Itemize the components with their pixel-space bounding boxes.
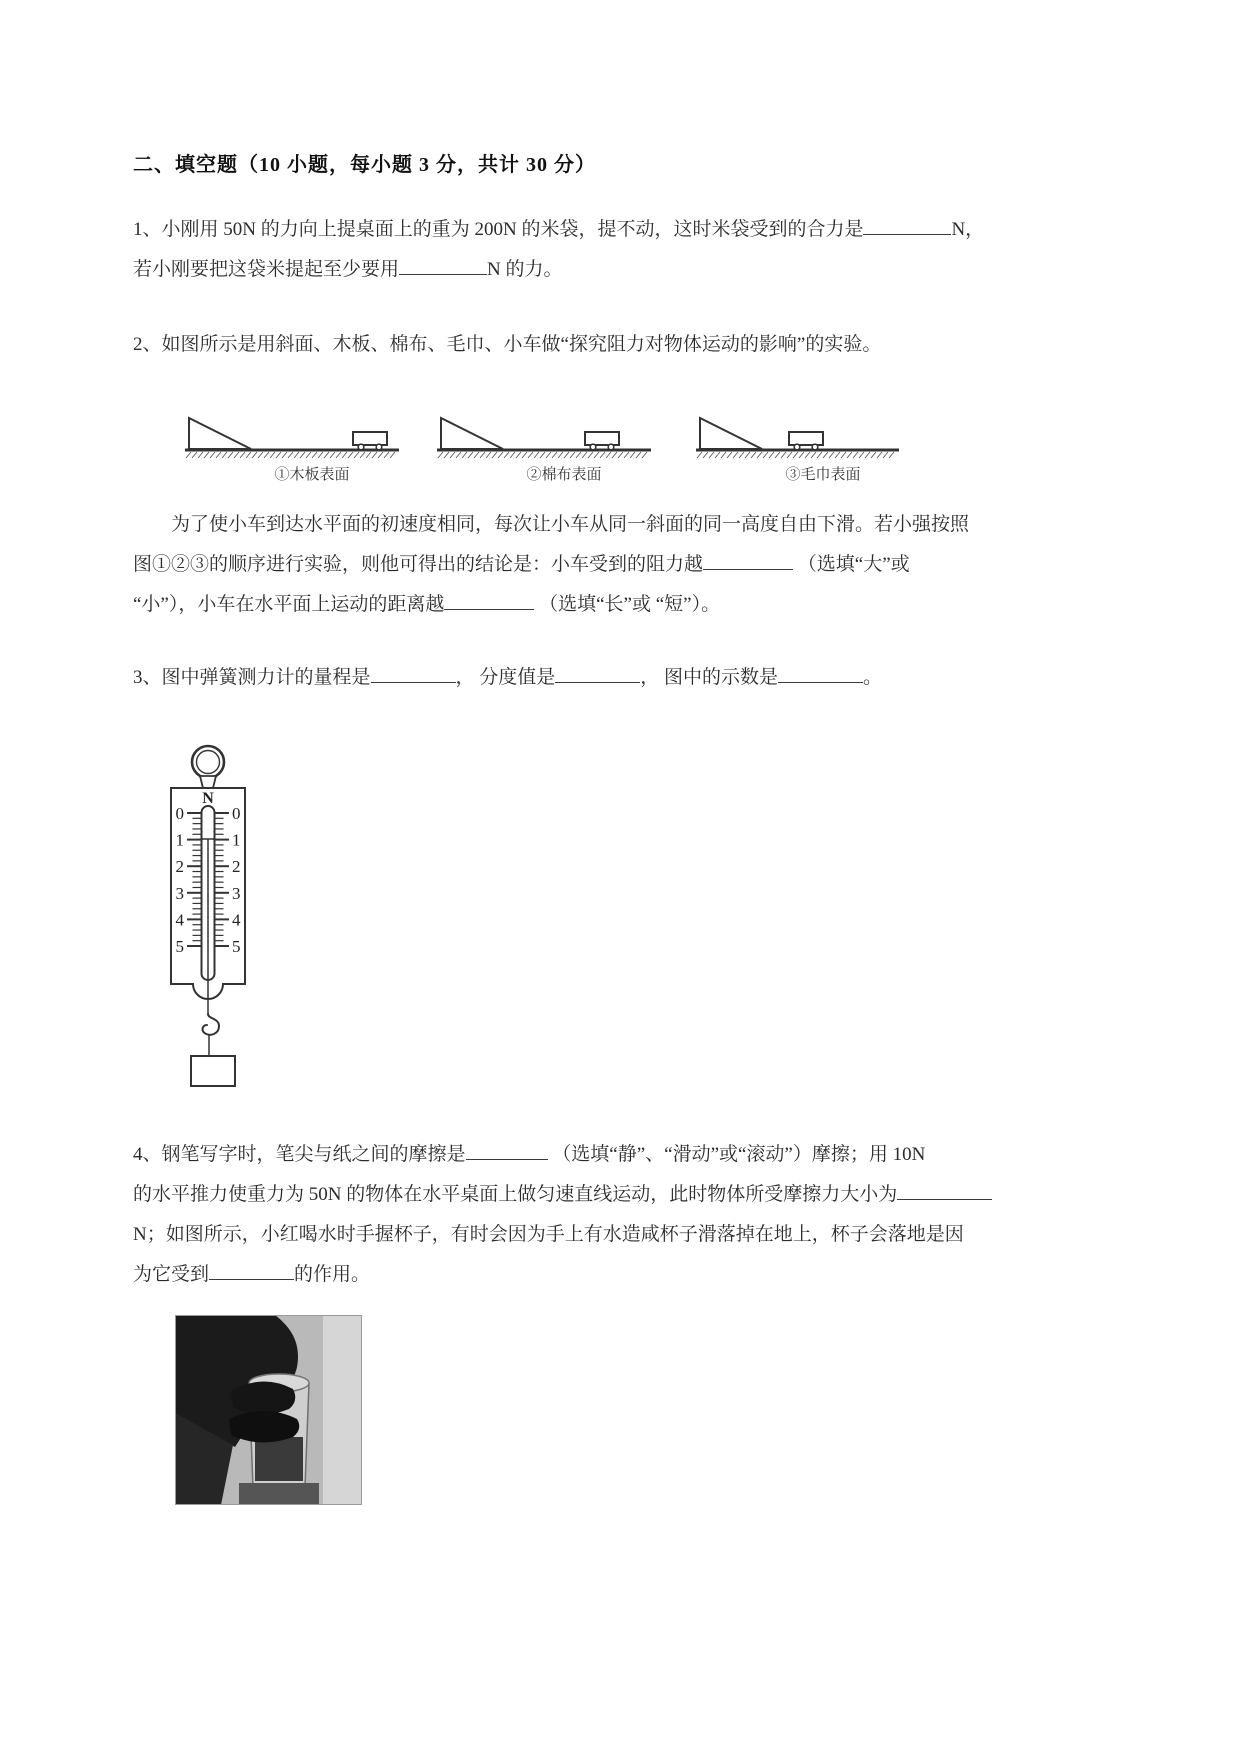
text-run: 。	[863, 667, 883, 688]
text-line	[133, 210, 984, 250]
fill-blank	[466, 1140, 548, 1160]
incline-diagram-towel	[694, 408, 914, 462]
svg-text:2: 2	[175, 857, 184, 877]
text-run: ， 图中的示数是	[640, 667, 779, 688]
question-2-paragraph	[133, 505, 969, 625]
text-run: 1、小刚用 50N 的力向上提桌面上的重为 200N 的米袋，提不动，这时米袋受到的合力是	[133, 219, 864, 240]
section-heading: 二、填空题（10 小题，每小题 3 分，共计 30 分）	[133, 154, 596, 176]
incline-panel-wood	[183, 408, 403, 484]
question-1	[133, 210, 984, 290]
svg-text:2: 2	[232, 857, 241, 877]
svg-text:5: 5	[175, 937, 184, 956]
text-run: 4、钢笔写字时，笔尖与纸之间的摩擦是	[133, 1144, 466, 1165]
fill-blank	[555, 663, 640, 683]
fill-blank	[209, 1260, 294, 1280]
text-run: 的水平推力使重力为 50N 的物体在水平桌面上做匀速直线运动，此时物体所受摩擦力大小为	[133, 1184, 898, 1205]
text-run: （选填“长”或 “短”）。	[534, 594, 721, 615]
text-run: 若小刚要把这袋米提起至少要用	[133, 259, 400, 280]
text-run: 的作用。	[294, 1264, 371, 1285]
text-run: “小”），小车在水平面上运动的距离越	[133, 594, 445, 615]
text-run: 图①②③的顺序进行实验，则他可得出的结论是：小车受到的阻力越	[133, 554, 704, 575]
text-run: N；如图所示，小红喝水时手握杯子，有时会因为手上有水造咸杯子滑落掉在地上，杯子会落地是因	[133, 1224, 964, 1245]
spring-scale-figure	[163, 742, 253, 1092]
svg-text:1: 1	[232, 830, 241, 850]
text-line	[133, 585, 969, 625]
svg-text:0: 0	[232, 804, 241, 823]
text-run: （选填“大”或	[793, 554, 910, 575]
panel-label: ①木板表面	[274, 467, 350, 483]
svg-text:4: 4	[175, 910, 184, 930]
text-run: 为它受到	[133, 1264, 210, 1285]
incline-panel-cotton	[435, 408, 655, 484]
text-run: 3、图中弹簧测力计的量程是	[133, 667, 371, 688]
svg-text:0: 0	[175, 804, 184, 823]
fill-blank	[444, 590, 534, 610]
text-line	[133, 1255, 992, 1295]
question-3	[133, 658, 882, 698]
photo-hand-holding-cup	[175, 1315, 362, 1505]
svg-text:4: 4	[232, 910, 241, 930]
text-line	[133, 545, 969, 585]
weight-block	[191, 1056, 235, 1086]
text-run: 2、如图所示是用斜面、木板、棉布、毛巾、小车做“探究阻力对物体运动的影响”的实验。	[133, 334, 882, 355]
text-run: 为了使小车到达水平面的初速度相同，每次让小车从同一斜面的同一高度自由下滑。若小强按照	[133, 514, 970, 535]
text-run: ， 分度值是	[455, 667, 556, 688]
svg-text:3: 3	[175, 883, 184, 903]
text-line	[133, 1215, 992, 1255]
incline-diagram-wood	[183, 408, 403, 462]
text-run: （选填“静”、“滑动”或“滚动”）摩擦；用 10N	[547, 1144, 926, 1165]
svg-text:N: N	[202, 790, 214, 807]
fill-blank	[703, 550, 793, 570]
scale-ring-inner	[197, 751, 220, 774]
panel-label: ②棉布表面	[526, 467, 602, 483]
text-line	[133, 505, 969, 545]
text-run: N，	[951, 219, 985, 240]
incline-panel-towel	[694, 408, 914, 484]
question-4	[133, 1135, 992, 1295]
svg-text:3: 3	[232, 883, 241, 903]
fill-blank	[371, 663, 456, 683]
hook-icon	[203, 1014, 219, 1035]
text-line	[133, 658, 882, 698]
panel-label: ③毛巾表面	[785, 467, 861, 483]
svg-text:1: 1	[175, 830, 184, 850]
text-line	[133, 325, 881, 365]
question-2-intro	[133, 325, 881, 365]
scale-neck	[200, 776, 216, 788]
fill-blank	[778, 663, 863, 683]
text-run: N 的力。	[487, 259, 563, 280]
fill-blank	[863, 215, 951, 235]
svg-text:5: 5	[232, 937, 241, 956]
fill-blank	[399, 255, 487, 275]
incline-diagram-cotton	[435, 408, 655, 462]
text-line	[133, 1135, 992, 1175]
text-line	[133, 1175, 992, 1215]
fill-blank	[897, 1180, 992, 1200]
text-line	[133, 250, 984, 290]
